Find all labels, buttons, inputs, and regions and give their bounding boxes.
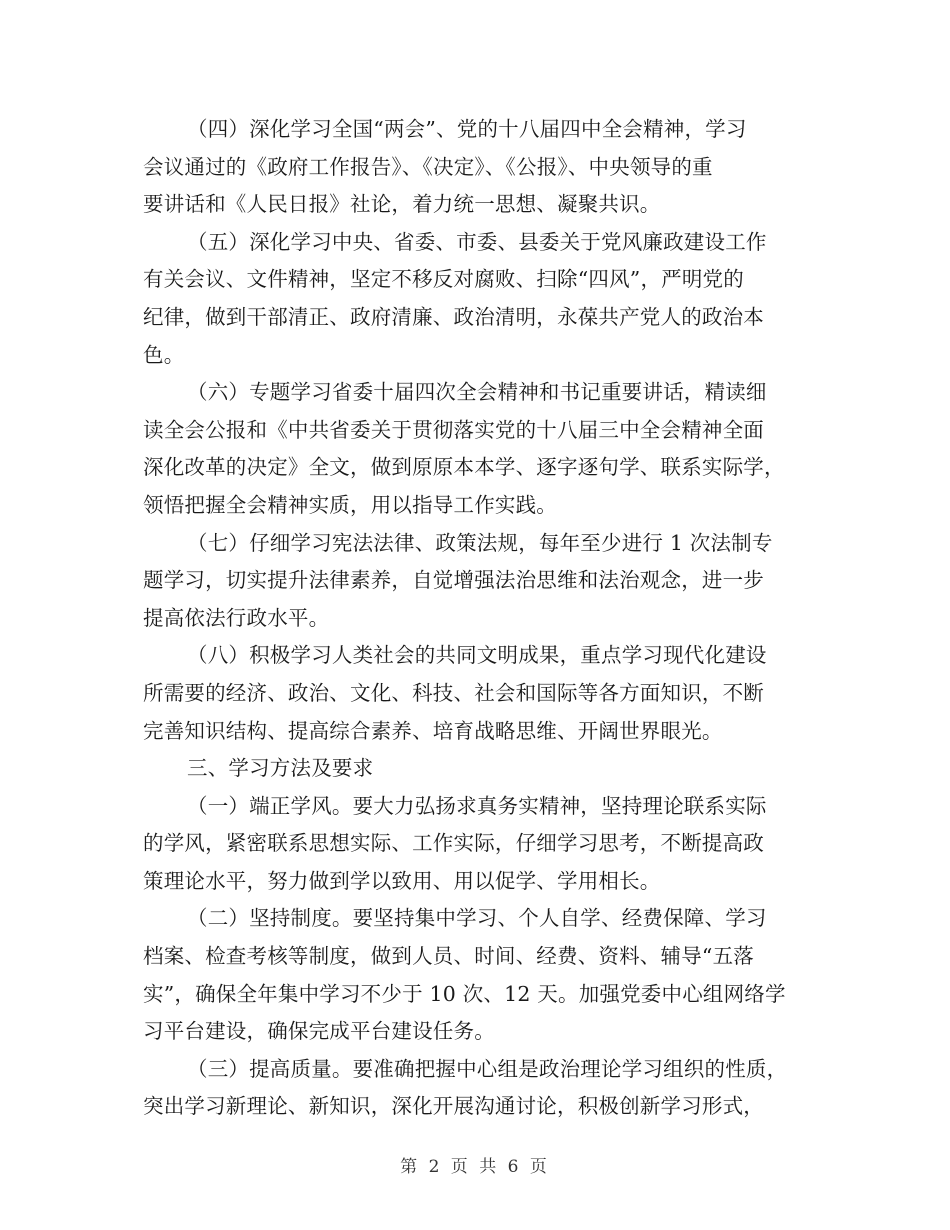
document-body <box>143 111 807 1126</box>
text-line: 所需要的经济、政治、文化、科技、社会和国际等各方面知识，不断 <box>143 680 764 705</box>
text-line: （二）坚持制度。要坚持集中学习、个人自学、经费保障、学习 <box>187 906 767 931</box>
text-line: （四）深化学习全国“两会”、党的十八届四中全会精神，学习 <box>187 117 747 141</box>
text-line: 完善知识结构、提高综合素养、培育战略思维、开阔世界眼光。 <box>143 718 723 743</box>
text-line: 有关会议、文件精神，坚定不移反对腐败、扫除“四风”，严明党的 <box>143 267 744 292</box>
text-line: （三）提高质量。要准确把握中心组是政治理论学习组织的性质， <box>187 1056 788 1081</box>
text-line: 突出学习新理论、新知识，深化开展沟通讨论，积极创新学习形式， <box>143 1094 764 1119</box>
text-line: 纪律，做到干部清正、政府清廉、政治清明，永葆共产党人的政治本 <box>143 304 764 329</box>
text-line: 策理论水平，努力做到学以致用、用以促学、学用相长。 <box>143 868 661 893</box>
text-line: （八）积极学习人类社会的共同文明成果，重点学习现代化建设 <box>187 643 767 668</box>
text-line: 的学风，紧密联系思想实际、工作实际，仔细学习思考，不断提高政 <box>143 831 764 856</box>
text-line: 会议通过的《政府工作报告》、《决定》、《公报》、中央领导的重 <box>143 154 713 179</box>
text-line: 要讲话和《人民日报》社论，着力统一思想、凝聚共识。 <box>143 192 661 217</box>
text-line: 三、学习方法及要求 <box>187 756 374 781</box>
text-line: 习平台建设，确保完成平台建设任务。 <box>143 1019 495 1044</box>
text-line: 档案、检查考核等制度，做到人员、时间、经费、资料、辅导“五落 <box>143 944 754 969</box>
text-line: （六）专题学习省委十届四次全会精神和书记重要讲话，精读细 <box>187 380 767 405</box>
text-line: （七）仔细学习宪法法律、政策法规，每年至少进行 1 次法制专 <box>187 530 773 555</box>
page-number: 第 2 页 共 6 页 <box>400 1157 550 1177</box>
text-line: 色。 <box>143 342 185 367</box>
text-line: 实”，确保全年集中学习不少于 10 次、12 天。加强党委中心组网络学 <box>143 981 786 1006</box>
text-line: 题学习，切实提升法律素养，自觉增强法治思维和法治观念，进一步 <box>143 568 764 593</box>
text-line: 提高依法行政水平。 <box>143 605 330 630</box>
text-line: 读全会公报和《中共省委关于贯彻落实党的十八届三中全会精神全面 <box>143 417 764 442</box>
text-line: 深化改革的决定》全文，做到原原本本学、逐字逐句学、联系实际学， <box>143 455 785 480</box>
text-line: （一）端正学风。要大力弘扬求真务实精神，坚持理论联系实际 <box>187 793 767 818</box>
text-line: （五）深化学习中央、省委、市委、县委关于党风廉政建设工作 <box>187 229 767 254</box>
text-line: 领悟把握全会精神实质，用以指导工作实践。 <box>143 492 557 517</box>
